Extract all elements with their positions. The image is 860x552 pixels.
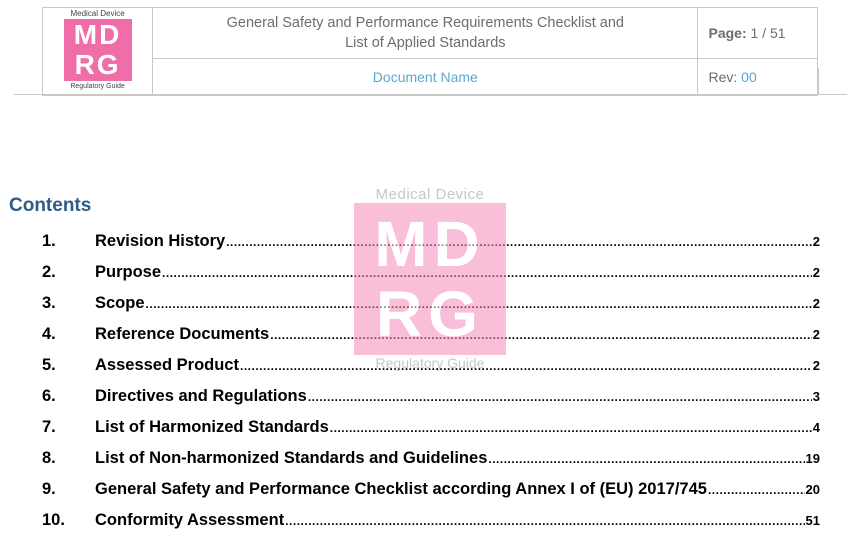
toc-entry[interactable] [0,259,860,290]
toc-entry-page[interactable]: 4 [812,420,820,435]
toc-entry-title[interactable]: Conformity Assessment [95,511,285,529]
toc-entry-title[interactable]: Directives and Regulations [95,387,307,405]
toc-entry[interactable] [0,507,860,538]
toc-entry-line[interactable] [95,294,820,313]
toc-leader-dots [308,390,812,404]
toc-entry[interactable] [0,228,860,259]
toc-entry-title[interactable]: Scope [95,294,145,312]
toc-entry[interactable] [0,290,860,321]
page-value: 1 / 51 [750,25,786,41]
logo-cell [43,8,153,96]
toc-entry-title[interactable]: List of Harmonized Standards [95,418,329,436]
toc-entry-line[interactable] [95,480,820,499]
toc-leader-dots [285,514,804,528]
toc-entry-number: 8. [42,449,56,467]
toc-entry-number: 4. [42,325,56,343]
toc-entry-number: 3. [42,294,56,312]
toc-entry[interactable] [0,321,860,352]
document-header [42,7,818,96]
toc-entry-line[interactable] [95,356,820,375]
toc-entry-title[interactable]: Purpose [95,263,162,281]
watermark-bottom-text: Regulatory Guide [375,355,485,371]
toc-entry-number: 7. [42,418,56,436]
toc-entry-line[interactable] [95,232,820,251]
toc-leader-dots [226,235,812,249]
logo-letters-line1: MD [73,19,122,50]
toc-entry-number: 1. [42,232,56,250]
toc-leader-dots [330,421,812,435]
toc-entry-line[interactable] [95,263,820,282]
watermark-letters-line2: RG [376,278,484,350]
toc-entry-page[interactable]: 20 [805,482,820,497]
toc-entry-page[interactable]: 51 [805,513,820,528]
toc-entry-page[interactable]: 2 [812,296,820,311]
logo-box [64,19,132,81]
toc-leader-dots [146,297,812,311]
toc-entry[interactable] [0,414,860,445]
toc-entry-line[interactable] [95,449,820,468]
revision-indicator [698,59,818,96]
logo-letters-line2: RG [74,49,121,80]
page-indicator [698,8,818,59]
toc-entry-page[interactable]: 2 [812,234,820,249]
toc-entry-page[interactable]: 3 [812,389,820,404]
document-name: Document Name [153,59,698,96]
watermark-letters-line1: MD [374,208,486,280]
toc-entry-title[interactable]: Assessed Product [95,356,239,374]
contents-heading: Contents [9,195,92,216]
header-divider [14,94,847,95]
toc-entry-number: 5. [42,356,56,374]
rev-label: Rev: [708,69,738,85]
toc-entry[interactable] [0,352,860,383]
toc-leader-dots [162,266,812,280]
mdrg-logo [63,10,133,90]
toc-leader-dots [708,483,805,497]
toc-entry-title[interactable]: General Safety and Performance Checklist according Annex I of (EU) 2017/745 [95,480,707,498]
toc-entry-line[interactable] [95,325,820,344]
toc-leader-dots [240,359,812,373]
toc-entry-page[interactable]: 2 [812,327,820,342]
toc-leader-dots [488,452,804,466]
title-line-1: General Safety and Performance Requirements Checklist and [226,15,624,31]
page-label: Page: [708,25,747,41]
toc-entry-title[interactable]: Reference Documents [95,325,270,343]
logo-bottom-text: Regulatory Guide [70,83,125,90]
toc-entry-line[interactable] [95,511,820,530]
toc-entry[interactable] [0,383,860,414]
toc-entry-title[interactable]: List of Non-harmonized Standards and Guidelines [95,449,488,467]
toc-entry-page[interactable]: 2 [812,358,820,373]
toc-entry-number: 2. [42,263,56,281]
toc-entry-number: 9. [42,480,56,498]
toc-entry-line[interactable] [95,387,820,406]
rev-value: 00 [741,69,757,85]
toc-entry-title[interactable]: Revision History [95,232,226,250]
toc-entry-page[interactable]: 19 [805,451,820,466]
watermark-top-text: Medical Device [375,186,485,203]
toc-entry-number: 10. [42,511,65,529]
toc-entry[interactable] [0,445,860,476]
document-title [153,8,698,59]
toc-entry-page[interactable]: 2 [812,265,820,280]
toc-entry-line[interactable] [95,418,820,437]
title-line-2: List of Applied Standards [345,35,506,51]
toc-leader-dots [270,328,812,342]
toc-entry[interactable] [0,476,860,507]
toc-entry-number: 6. [42,387,56,405]
header-tick [818,68,819,94]
logo-top-text: Medical Device [70,9,125,18]
